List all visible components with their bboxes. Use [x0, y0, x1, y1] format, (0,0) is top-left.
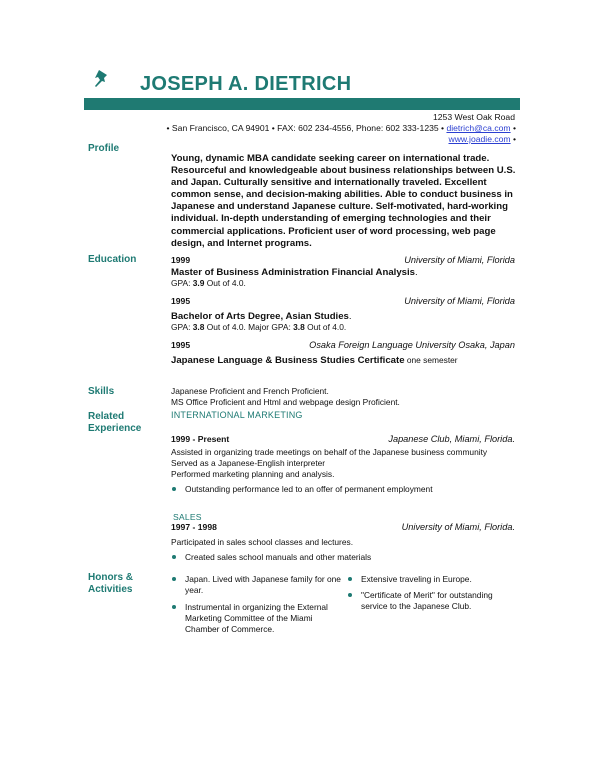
gpa-value: 3.8 [192, 322, 205, 332]
edu-year: 1995 [171, 340, 191, 350]
website-line [449, 134, 517, 144]
gpa-mid: Out of 4.0. Major GPA: [204, 322, 294, 332]
honors-left-list [171, 574, 341, 635]
edu-school: Osaka Foreign Language University Osaka, Japan [309, 340, 515, 350]
job-desc-1: Participated in sales school classes and lectures. [171, 537, 354, 547]
gpa-scale: Out of 4.0. [204, 278, 246, 288]
candidate-name: JOSEPH A. DIETRICH [140, 73, 352, 95]
edu-year: 1999 [171, 255, 191, 265]
gpa-label: GPA: [171, 322, 193, 332]
section-education: Education [88, 254, 137, 265]
section-honors [88, 572, 133, 596]
address-line: 1253 West Oak Road [432, 112, 515, 122]
job-bullet: Created sales school manuals and other materials [171, 552, 515, 563]
edu-school: University of Miami, Florida [404, 296, 515, 306]
job-desc-1: Assisted in organizing trade meetings on behalf of the Japanese business community [171, 447, 488, 457]
edu-year: 1995 [171, 296, 191, 306]
contact-text: • San Francisco, CA 94901 • FAX: 602 234-4556, Phone: 602 333-1235 • [166, 123, 445, 133]
job-period: 1999 - Present [171, 434, 230, 444]
edu-school: University of Miami, Florida [404, 255, 515, 265]
edu-gpa [171, 278, 515, 289]
skill-item: Japanese Proficient and French Proficient. [171, 386, 329, 396]
contact-line [167, 123, 516, 133]
edu-degree [171, 267, 515, 278]
section-skills: Skills [88, 386, 115, 397]
section-experience [88, 411, 141, 435]
honor-item: Japan. Lived with Japanese family for one year. [171, 574, 341, 596]
pushpin-icon [92, 69, 110, 89]
job-place: University of Miami, Florida. [401, 522, 515, 532]
degree-suffix: one semester [404, 355, 458, 365]
job-desc-3: Performed marketing planning and analysis. [171, 469, 335, 479]
degree-suffix: . [348, 311, 352, 322]
job-desc-2: Served as a Japanese-English interpreter [171, 458, 326, 468]
email-link[interactable]: dietrich@ca.com [446, 123, 511, 133]
section-honors-line1: Honors & [88, 572, 133, 583]
section-experience-line1: Related [88, 411, 125, 422]
degree-suffix: . [415, 267, 418, 278]
section-profile: Profile [88, 143, 120, 154]
website-link[interactable]: www.joadie.com [448, 134, 511, 144]
major-gpa-value: 3.8 [293, 322, 305, 332]
honor-item: "Certificate of Merit" for outstanding service to the Japanese Club. [347, 590, 512, 612]
edu-degree [171, 355, 515, 366]
honor-item: Instrumental in organizing the External Marketing Committee of the Miami Chamber of Commerce. [171, 602, 341, 635]
section-experience-line2: Experience [88, 423, 142, 434]
email-bullet: • [510, 123, 516, 133]
section-honors-line2: Activities [88, 584, 133, 595]
experience-heading-marketing: INTERNATIONAL MARKETING [171, 410, 303, 420]
skills-list [171, 386, 515, 408]
job-bullet: Outstanding performance led to an offer of permanent employment [171, 484, 515, 495]
job-entry-2 [171, 522, 515, 563]
header-bar [84, 98, 520, 110]
edu-gpa [171, 322, 515, 333]
skill-item: MS Office Proficient and Html and webpage design Proficient. [171, 397, 400, 407]
honor-item: Extensive traveling in Europe. [347, 574, 512, 585]
edu-degree [171, 311, 515, 322]
degree-title: Japanese Language & Business Studies Certificate [171, 355, 405, 366]
website-bullet: • [510, 134, 516, 144]
profile-text: Young, dynamic MBA candidate seeking career on international trade. Resourceful and knowledgeable about business relationships between U.S. and Japan. Culturally sensitive and internationally traveled. Excellent common sense, and decision-making abilities. Able to conduct business in Japanese and understand Japanese culture. Self-motivated, hard-working individual. In-depth understanding of emerging technologies and their commercial applications. Proficient user of word processing, web page design, and Internet programs. [171, 153, 516, 249]
education-entry-1 [171, 255, 515, 289]
gpa-label: GPA: [171, 278, 193, 288]
degree-title: Master of Business Administration Financial Analysis [171, 267, 415, 278]
job-period: 1997 - 1998 [171, 522, 217, 532]
experience-heading-sales: SALES [173, 512, 202, 522]
job-place: Japanese Club, Miami, Florida. [388, 434, 515, 444]
education-entry-3 [171, 340, 515, 366]
honors-right-list [347, 574, 512, 612]
job-entry-1 [171, 434, 515, 495]
degree-title: Bachelor of Arts Degree, Asian Studies [171, 311, 349, 322]
gpa-scale: Out of 4.0. [304, 322, 347, 332]
gpa-value: 3.9 [192, 278, 205, 288]
education-entry-2 [171, 296, 515, 333]
